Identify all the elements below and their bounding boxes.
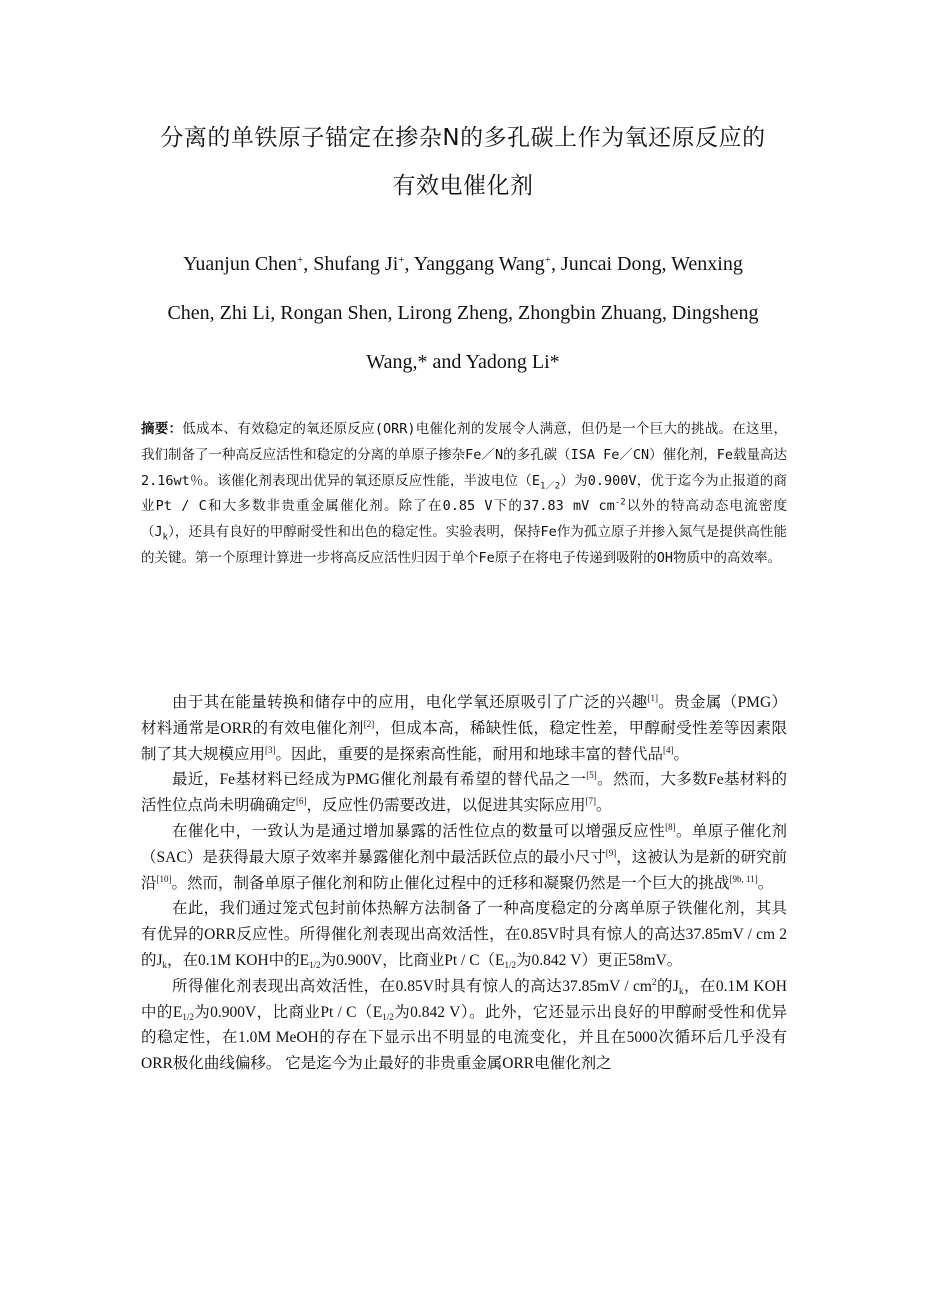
author-line-3: Wang,* and Yadong Li*: [366, 351, 560, 373]
citation: [2]: [363, 718, 375, 729]
subscript: k: [678, 985, 684, 996]
abstract: [141, 417, 787, 572]
text: 最近，Fe基材料已经成为PMG催化剂最有希望的替代品之一: [172, 771, 587, 789]
paragraph-4: [141, 896, 787, 973]
text: 。单原子催化剂（SAC）是获得最大原子效率并暴露催化剂中最活跃位点的最小尺寸: [141, 822, 787, 866]
citation: [9]: [605, 847, 617, 858]
author-name: Yuanjun Chen: [183, 253, 298, 275]
citation: [8]: [665, 821, 676, 832]
abstract-text: 低成本、有效稳定的氧还原反应(ORR)电催化剂的发展令人满意，但仍是一个巨大的挑战。在这里，我们制备了一种高反应活性和稳定的分离的单原子掺杂Fe／N的多孔碳（ISA Fe／CN）催化剂，Fe载量高达2.16wt％。该催化剂表现出优异的氧还原反应性能，半波电位（E: [141, 421, 788, 489]
text: 。然而，大多数Fe基材料的活性位点尚未明确确定: [141, 771, 787, 815]
citation: [3]: [265, 744, 276, 755]
citation: [10]: [156, 873, 172, 884]
citation: [6]: [296, 796, 307, 807]
author-name: , Yanggang Wang: [404, 253, 545, 275]
equal-contribution-mark: +: [398, 254, 405, 266]
text: ，反应性仍需要改进，以促进其实际应用: [306, 797, 586, 815]
abstract-label: 摘要：: [141, 421, 183, 437]
citation: [4]: [663, 744, 674, 755]
subscript: 1/2: [504, 959, 517, 970]
text: 在催化中，一致认为是通过增加暴露的活性位点的数量可以增强反应性: [172, 822, 666, 840]
text: 为0.842 V）。此外，它还显示出良好的甲醇耐受性和优异的稳定性，在1.0M MeOH的存在下显示出不明显的电流变化，并且在5000次循环后几乎没有ORR极化曲线偏移。 它是迄今为止最好的非贵重金属ORR电催化剂之: [141, 1003, 788, 1073]
subscript: 1/2: [309, 959, 321, 970]
subscript: 1/2: [382, 1011, 394, 1022]
text: 。然而，制备单原子催化剂和防止催化过程中的迁移和凝聚仍然是一个巨大的挑战: [171, 874, 730, 892]
author-names: , Juncai Dong, Wenxing: [550, 253, 743, 275]
citation: [1]: [647, 693, 658, 703]
text: 。: [757, 874, 774, 892]
text: 。因此，重要的是探索高性能，耐用和地球丰富的替代品: [275, 745, 664, 763]
paragraph-1: [141, 690, 787, 767]
citation: [7]: [585, 796, 597, 807]
paragraph-5: [141, 974, 787, 1077]
author-line-2: Chen, Zhi Li, Rongan Shen, Lirong Zheng, Zhongbin Zhuang, Dingsheng: [167, 302, 759, 324]
abstract-text: 以外的特高动态电流密度（J: [141, 498, 788, 541]
subscript: k: [162, 532, 169, 543]
text: 。贵金属（PMG）材料通常是ORR的有效电催化剂: [141, 694, 787, 737]
citation: [9b, 11]: [729, 873, 758, 884]
text: 为0.842 V）更正58mV。: [516, 951, 683, 969]
text: 所得催化剂表现出高效活性，在0.85V时具有惊人的高达37.85mV / cm: [172, 977, 652, 995]
text: ，这被认为是新的研究前沿: [141, 848, 787, 892]
author-name: , Shufang Ji: [303, 253, 399, 275]
subscript: k: [162, 959, 168, 970]
paper-title-line-1: 分离的单铁原子锚定在掺杂N的多孔碳上作为氧还原反应的: [160, 125, 766, 151]
superscript: 2: [651, 976, 657, 987]
text: ，但成本高，稀缺性低，稳定性差，甲醇耐受性差等因素限制了其大规模应用: [141, 719, 787, 763]
text: 的J: [656, 977, 679, 995]
text: ，在0.1M KOH中的E: [167, 951, 310, 969]
text: 为0.900V，比商业Pt / C（E: [320, 951, 505, 969]
abstract-text: ），还具有良好的甲醇耐受性和出色的稳定性。实验表明，保持Fe作为孤立原子并掺入氮气是提供高性能的关键。第一个原理计算进一步将高反应活性归因于单个Fe原子在将电子传递到吸附的OH物质中的高效率。: [141, 524, 787, 566]
paragraph-2: [141, 767, 787, 819]
text: 。: [596, 797, 612, 815]
paper-title-line-2: 有效电催化剂: [392, 173, 534, 199]
text: 为0.900V，比商业Pt / C（E: [193, 1003, 383, 1021]
subscript: 1／2: [540, 481, 561, 492]
text: 由于其在能量转换和储存中的应用，电化学氧还原吸引了广泛的兴趣: [172, 694, 648, 711]
text: 。: [673, 745, 690, 763]
author-line-1: [120, 240, 806, 288]
subscript: 1/2: [182, 1011, 194, 1022]
body-text: [141, 690, 787, 1077]
equal-contribution-mark: +: [297, 254, 304, 266]
paragraph-3: [141, 819, 787, 896]
text: 在此，我们通过笼式包封前体热解方法制备了一种高度稳定的分离单原子铁催化剂，其具有优异的ORR反应性。所得催化剂表现出高效活性，在0.85V时具有惊人的高达37.85mV / cm 2的J: [141, 900, 787, 969]
superscript: -2: [614, 497, 626, 508]
equal-contribution-mark: +: [544, 254, 551, 266]
text: ，在0.1M KOH中的E: [141, 977, 787, 1021]
citation: [5]: [586, 770, 597, 781]
abstract-text: ）为0.900V，优于迄今为止报道的商业Pt / C和大多数非贵重金属催化剂。除了在0.85 V下的37.83 mV cm: [141, 472, 787, 515]
